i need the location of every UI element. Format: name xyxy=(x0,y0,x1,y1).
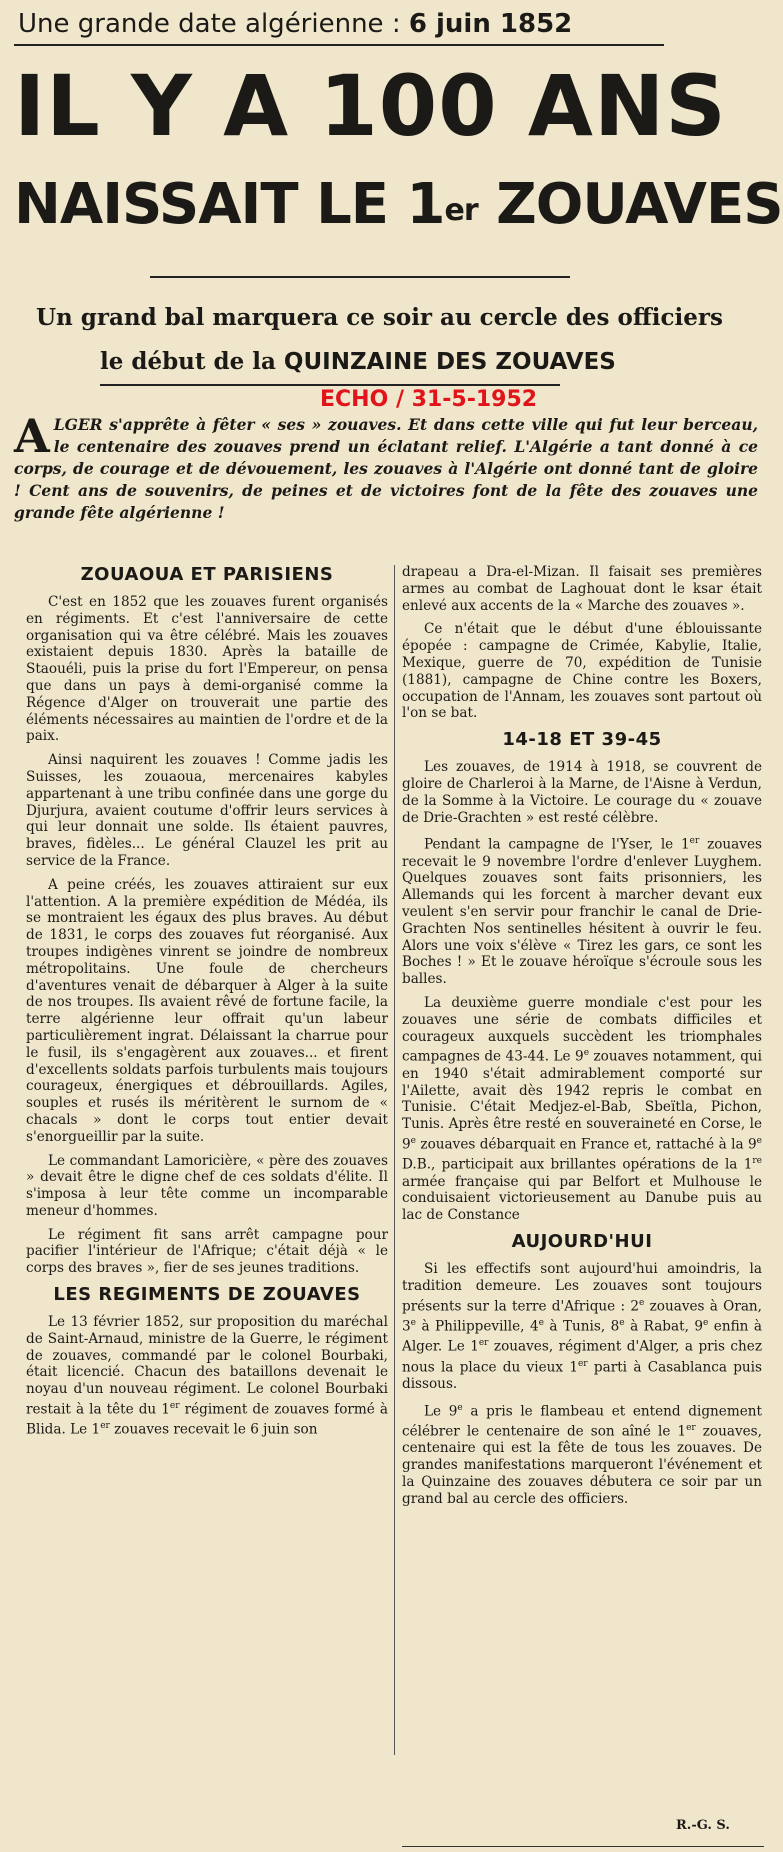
author-signature: R.-G. S. xyxy=(676,1818,730,1833)
text-run: armée française qui par Belfort et Mulhouse le conduisaient victorieusement au Danube puis au lac de Constance xyxy=(402,1173,762,1224)
ordinal-sup: re xyxy=(752,1156,762,1167)
text-run: à Rabat, 9 xyxy=(624,1318,704,1335)
paragraph xyxy=(402,1261,762,1393)
text-run: Le 9 xyxy=(424,1403,458,1420)
paragraph: A peine créés, les zouaves attiraient sur eux l'attention. A la première expédition de Médéa, ils se montraient les égaux des plus braves. Au début de 1831, le corps des zouaves fut réorganisé. Aux troupes indigènes vinrent se joindre de nombreux métropolitains. Une foule de chercheurs d'aventures venait de débarquer à Alger à la suite de nos troupes. Ils avaient rêvé de fortune facile, la terre algérienne leur offrait qu'un labeur particulièrement ingrat. Délaissant la charrue pour le fusil, ils s'engagèrent aux zouaves... et firent d'excellents soldats parfois turbulents mais toujours courageux, énergiques et débrouillards. Agiles, souples et rusés ils méritèrent le surnom de « chacals » dont le corps tout entier devait s'enorgueillir par la suite. xyxy=(26,876,388,1145)
text-run: Pendant la campagne de l'Yser, le 1 xyxy=(424,836,690,853)
text-run: zouaves, régiment d'Alger, a pris chez nous la place du vieux 1 xyxy=(402,1338,762,1376)
lead-text: LGER s'apprête à fêter « ses » zouaves. Et dans cette ville qui fut leur berceau, le centenaire des zouaves prend un éclatant relief. L'Algérie a tant donné à ce corps, de courage et de dévouement, les zouaves à l'Algérie ont donné tant de gloire ! Cent ans de souvenirs, de peines et de victoires font de la fête des zouaves une grande fête algérienne ! xyxy=(14,415,758,522)
subhead-line-2-caps: QUINZAINE DES ZOUAVES xyxy=(283,349,616,375)
text-run: enfin à Alger. Le 1 xyxy=(402,1318,762,1355)
drop-cap: A xyxy=(14,409,50,463)
section-heading: 14-18 ET 39-45 xyxy=(502,729,662,751)
ordinal-sup: e xyxy=(756,1135,762,1146)
text-run: à Philippeville, 4 xyxy=(415,1318,539,1335)
paragraph: C'est en 1852 que les zouaves furent organisés en régiments. Et c'est l'anniversaire de cette organisation qui va être célébré. Mais les zouaves existaient depuis 1830. Après la bataille de Staouéli, puis la prise du fort l'Empereur, on pensa que dans un pays à demi-organisé comme la Régence d'Alger on trouverait une partie des éléments nécessaires au maintien de l'ordre et de la paix. xyxy=(26,594,388,745)
ordinal-sup: er xyxy=(478,1338,489,1349)
ordinal-sup: e xyxy=(457,1402,463,1413)
paragraph xyxy=(402,1400,762,1508)
text-run: parti à Casablanca puis dissous. xyxy=(402,1359,762,1392)
section-heading: ZOUAOUA ET PARISIENS xyxy=(80,564,334,585)
text-run: à Tunis, 8 xyxy=(543,1318,620,1335)
paragraph: Ce n'était que le début d'une éblouissante épopée : campagne de Crimée, Kabylie, Italie, Mexique, guerre de 70, expédition de Tunisie (1881), campagne de Chine contre les Boxers, occupation de l'Annam, les zouaves sont partout où l'on se bat. xyxy=(402,621,762,722)
kicker-date: 6 juin 1852 xyxy=(408,9,573,39)
text-run: La deuxième guerre mondiale c'est pour les zouaves une série de combats difficiles et courageux auxquels succèdent les triomphales campagnes de 43-44. Le 9 xyxy=(402,995,762,1065)
subhead-line-1: Un grand bal marquera ce soir au cercle des officiers xyxy=(36,304,723,331)
lead-paragraph xyxy=(14,409,758,524)
text-run: zouaves recevait le 9 novembre l'ordre d'enlever Luyghem. Quelques zouaves sont faits prisonniers, les Allemands qui les forcent à marcher devant eux veulent s'en servir pour franchir le canal de Drie-Grachten Nos sentinelles hésitent à ouvrir le feu. Alors une voix s'élève « Tirez les gars, ce sont les Boches ! » Et le zouave héroïque s'écroule sous les balles. xyxy=(402,836,762,988)
subhead-line-2 xyxy=(100,346,660,378)
archive-stamp: ECHO / 31-5-1952 xyxy=(320,387,538,412)
text-run: zouaves, centenaire qui est la fête de tous les zouaves. De grandes manifestations marqueront l'événement et la Quinzaine des zouaves débutera ce soir par un grand bal au cercle des officiers. xyxy=(402,1423,762,1507)
paragraph: Les zouaves, de 1914 à 1918, se couvrent de gloire de Charleroi à la Marne, de l'Aisne à Verdun, de la Somme à la Victoire. Le courage du « zouave de Drie-Grachten » est resté célèbre. xyxy=(402,759,762,826)
ordinal-sup: e xyxy=(538,1317,544,1328)
kicker-line xyxy=(18,8,658,40)
subhead-line-2-prefix: le début de la xyxy=(100,348,276,375)
ordinal-sup: e xyxy=(410,1317,416,1328)
text-run: zouaves notamment, qui en 1940 s'était admirablement comporté sur l'Ailette, avait dès 1942 repris le combat en Tunisie. C'était Medjez-el-Bab, Sbeïtla, Pichon, Tunis. Après être resté en souveraineté en Corse, le 9 xyxy=(402,1048,763,1153)
left-column xyxy=(26,564,388,1446)
paragraph: Ainsi naquirent les zouaves ! Comme jadis les Suisses, les zouaoua, mercenaires kabyles appartenant à une tribu confinée dans une gorge du Djurjura, avaient coutume d'offrir leurs services à qui leur donnait une solde. Ils étaient pauvres, braves, fidèles... Le général Clauzel les prit au service de la France. xyxy=(26,752,388,869)
headline-line-2-end: ZOUAVES xyxy=(496,172,783,237)
headline-line-2-sup: er xyxy=(444,193,478,228)
column-divider xyxy=(394,565,395,1755)
headline-line-1: IL Y A 100 ANS xyxy=(14,57,727,155)
headline-line-2 xyxy=(14,168,783,242)
text-run: zouaves recevait le 6 juin son xyxy=(109,1421,318,1438)
headline-line-2-main: NAISSAIT LE 1 xyxy=(14,172,445,237)
section-heading: AUJOURD'HUI xyxy=(511,1231,653,1253)
ordinal-sup: e xyxy=(410,1135,416,1146)
ordinal-sup: er xyxy=(100,1421,110,1432)
paragraph xyxy=(402,995,762,1224)
text-run: Le 13 février 1852, sur proposition du maréchal de Saint-Arnaud, ministre de la Guerre, le régiment de zouaves, commandé par le colonel Bourbaki, était licencié. Chacun des bataillons devenait le noyau d'un nouveau régiment. Le colonel Bourbaki restait à la tête du 1 xyxy=(26,1314,388,1418)
ordinal-sup: e xyxy=(703,1317,709,1328)
bottom-rule xyxy=(402,1846,764,1847)
top-rule xyxy=(14,44,664,46)
ordinal-sup: er xyxy=(169,1401,180,1412)
ordinal-sup: er xyxy=(577,1358,588,1369)
section-heading: LES REGIMENTS DE ZOUAVES xyxy=(53,1284,361,1306)
text-run: zouaves à Oran, 3 xyxy=(402,1298,762,1335)
paragraph xyxy=(26,1314,388,1439)
ordinal-sup: e xyxy=(639,1297,645,1308)
ordinal-sup: e xyxy=(583,1048,590,1059)
ordinal-sup: er xyxy=(689,836,700,847)
headline-rule xyxy=(150,276,570,278)
paragraph xyxy=(402,833,762,988)
text-run: D.B., participait aux brillantes opérations de la 1 xyxy=(402,1156,753,1173)
right-column xyxy=(402,564,762,1515)
ordinal-sup: er xyxy=(686,1423,696,1434)
paragraph: Le commandant Lamoricière, « père des zouaves » devait être le digne chef de ces soldats d'élite. Il s'imposa à leur tête comme un incomparable meneur d'hommes. xyxy=(26,1152,388,1219)
kicker-prefix: Une grande date algérienne : xyxy=(18,9,401,39)
text-run: Si les effectifs sont aujourd'hui amoindris, la tradition demeure. Les zouaves sont toujours présents sur la terre d'Afrique : 2 xyxy=(402,1261,762,1315)
text-run: régiment de zouaves formé à Blida. Le 1 xyxy=(26,1401,388,1438)
text-run: a pris le flambeau et entend dignement célébrer le centenaire de son aîné le 1 xyxy=(402,1403,762,1440)
text-run: zouaves débarquait en France et, rattaché à la 9 xyxy=(415,1136,757,1153)
ordinal-sup: e xyxy=(619,1317,625,1328)
paragraph: Le régiment fit sans arrêt campagne pour pacifier l'intérieur de l'Afrique; c'était déjà « le corps des braves », fier de ses jeunes traditions. xyxy=(26,1226,388,1277)
paragraph: drapeau a Dra-el-Mizan. Il faisait ses premières armes au combat de Laghouat dont le ksar était enlevé aux accents de la « Marche des zouaves ». xyxy=(402,564,762,614)
